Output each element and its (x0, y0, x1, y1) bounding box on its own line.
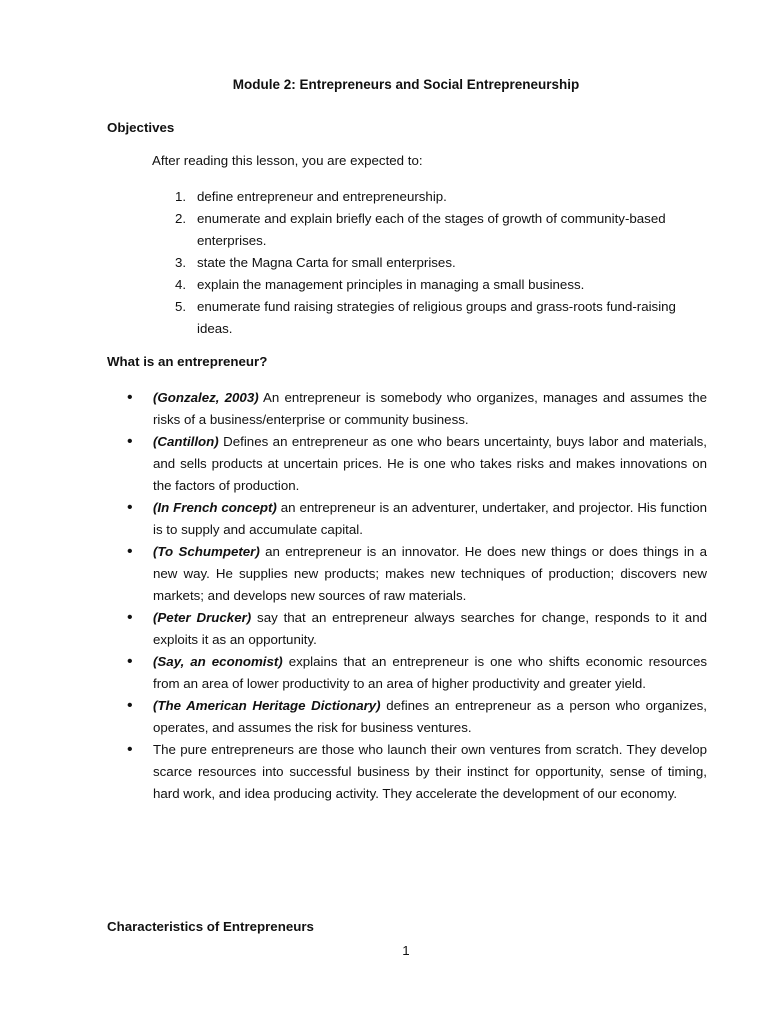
definition-item (107, 541, 707, 607)
objective-text: enumerate fund raising strategies of religious groups and grass-roots fund-raising ideas. (197, 299, 676, 336)
bullet-icon: • (127, 653, 133, 670)
definition-item (107, 739, 707, 805)
definition-source: (Cantillon) (153, 434, 219, 449)
bullet-icon: • (127, 389, 133, 406)
definition-source: (Gonzalez, 2003) (153, 390, 259, 405)
definition-text: The pure entrepreneurs are those who launch their own ventures from scratch. They develop scarce resources into successful business by their instinct for opportunity, sense of timing, hard work, and idea producing activity. They accelerate the development of our economy. (153, 742, 707, 801)
definition-text: Defines an entrepreneur as one who bears uncertainty, buys labor and materials, and sells products at uncertain prices. He is one who takes risks and makes innovations on the factors of production. (153, 434, 707, 493)
objective-number: 4. (175, 277, 187, 292)
objective-item (152, 186, 712, 208)
objective-number: 1. (175, 189, 187, 204)
objective-item (152, 274, 712, 296)
definition-text: an entrepreneur is an innovator. He does new things or does things in a new way. He supplies new products; makes new techniques of production; discovers new markets; and develops new sources of raw materials. (153, 544, 707, 603)
definition-source: (Peter Drucker) (153, 610, 252, 625)
definition-source: (The American Heritage Dictionary) (153, 698, 381, 713)
bullet-icon: • (127, 741, 133, 758)
document-title: Module 2: Entrepreneurs and Social Entrepreneurship (232, 77, 580, 92)
objective-text: state the Magna Carta for small enterprises. (197, 255, 456, 270)
characteristics-heading: Characteristics of Entrepreneurs (107, 919, 314, 934)
objective-number: 2. (175, 211, 187, 226)
definition-item (107, 431, 707, 497)
bullet-icon: • (127, 433, 133, 450)
objective-item (152, 252, 712, 274)
definition-item (107, 607, 707, 651)
bullet-icon: • (127, 499, 133, 516)
objectives-list (152, 186, 712, 340)
definition-text: An entrepreneur is somebody who organizes, manages and assumes the risks of a business/enterprise or community business. (153, 390, 707, 427)
definitions-list (107, 387, 707, 805)
bullet-icon: • (127, 697, 133, 714)
objectives-intro: After reading this lesson, you are expected to: (152, 153, 423, 168)
definition-text: say that an entrepreneur always searches for change, responds to it and exploits it as an opportunity. (153, 610, 707, 647)
what-is-entrepreneur-heading: What is an entrepreneur? (107, 354, 268, 369)
objective-text: define entrepreneur and entrepreneurship. (197, 189, 447, 204)
objective-item (152, 208, 712, 252)
bullet-icon: • (127, 543, 133, 560)
definition-source: (To Schumpeter) (153, 544, 260, 559)
objective-number: 5. (175, 299, 187, 314)
page-number: 1 (402, 943, 410, 958)
definition-source: (Say, an economist) (153, 654, 283, 669)
definition-item (107, 651, 707, 695)
definition-text: defines an entrepreneur as a person who organizes, operates, and assumes the risk for business ventures. (153, 698, 708, 735)
objective-number: 3. (175, 255, 187, 270)
objective-text: explain the management principles in managing a small business. (197, 277, 585, 292)
definition-item (107, 695, 707, 739)
definition-text: explains that an entrepreneur is one who shifts economic resources from an area of lower productivity to an area of higher productivity and greater yield. (153, 654, 708, 691)
objective-text: enumerate and explain briefly each of the stages of growth of community-based enterprises. (197, 211, 666, 248)
definition-source: (In French concept) (153, 500, 277, 515)
objectives-heading: Objectives (107, 120, 175, 135)
bullet-icon: • (127, 609, 133, 626)
definition-item (107, 387, 707, 431)
objective-item (152, 296, 712, 340)
definition-item (107, 497, 707, 541)
definition-text: an entrepreneur is an adventurer, undertaker, and projector. His function is to supply and accumulate capital. (153, 500, 708, 537)
